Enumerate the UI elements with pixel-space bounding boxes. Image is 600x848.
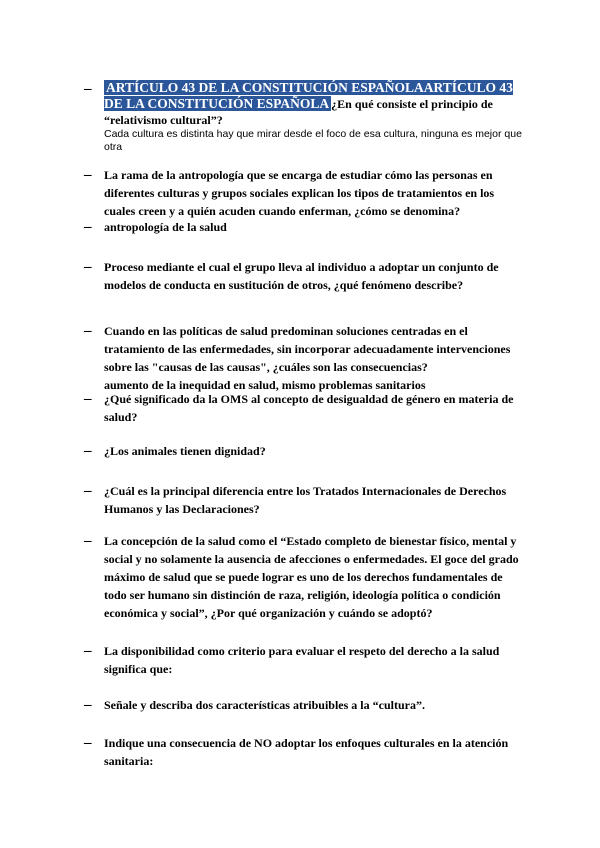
bullet-dash: –	[84, 697, 92, 713]
question-text: ¿Qué significado da la OMS al concepto de desigualdad de género en materia de salud?	[104, 392, 514, 424]
answer-text: antropología de la salud	[104, 220, 227, 234]
question-text: Señale y describa dos características atribuibles a la “cultura”.	[104, 698, 425, 712]
answer-text: Cada cultura es distinta hay que mirar desde el foco de esa cultura, ninguna es mejor que otra	[104, 128, 522, 153]
question-text: Indique una consecuencia de NO adoptar los enfoques culturales en la atención sanitaria:	[104, 736, 509, 768]
question: Cuando en las políticas de salud predominan soluciones centradas en el tratamiento de las enfermedades, sin incorporar adecuadamente intervenciones sobre las "causas de las causas", ¿cuáles son las consecuencias?	[104, 324, 511, 374]
question-text: ¿Los animales tienen dignidad?	[104, 444, 266, 458]
bullet-dash: –	[84, 81, 92, 97]
question-text	[104, 80, 524, 154]
bullet-dash: –	[84, 391, 92, 407]
bullet-dash: –	[84, 735, 92, 751]
bullet-dash: –	[84, 323, 92, 339]
highlighted-heading: ARTÍCULO 43 DE LA CONSTITUCIÓN ESPAÑOLAARTÍCULO 43 DE LA CONSTITUCIÓN ESPAÑOLA	[104, 80, 513, 111]
bullet-dash: –	[84, 167, 92, 183]
question-text	[104, 322, 524, 394]
bullet-dash: –	[84, 219, 92, 235]
bullet-dash: –	[84, 259, 92, 275]
answer-text: aumento de la inequidad en salud, mismo problemas sanitarios	[104, 378, 426, 392]
bullet-dash: –	[84, 643, 92, 659]
bullet-dash: –	[84, 443, 92, 459]
question-text: La concepción de la salud como el “Estado completo de bienestar físico, mental y social y no solamente la ausencia de afecciones o enfermedades. El goce del grado máximo de salud que se puede lograr es uno de los derechos fundamentales de todo ser humano sin distinción de raza, religión, ideología política o condición económica y social”, ¿Por qué organización y cuándo se adoptó?	[104, 534, 519, 620]
question-text: Proceso mediante el cual el grupo lleva al individuo a adoptar un conjunto de modelos de conducta en sustitución de otros, ¿qué fenómeno describe?	[104, 260, 499, 292]
question-text: La rama de la antropología que se encarga de estudiar cómo las personas en diferentes culturas y grupos sociales explican los tipos de tratamientos en los cuales creen y a quién acuden cuando enferman, ¿cómo se denomina?	[104, 168, 495, 218]
bullet-dash: –	[84, 533, 92, 549]
bullet-dash: –	[84, 483, 92, 499]
question: ¿En qué consiste el principio de “relativismo cultural”?	[104, 97, 493, 127]
question-text: ¿Cuál es la principal diferencia entre los Tratados Internacionales de Derechos Humanos y las Declaraciones?	[104, 484, 507, 516]
question-text: La disponibilidad como criterio para evaluar el respeto del derecho a la salud significa que:	[104, 644, 500, 676]
